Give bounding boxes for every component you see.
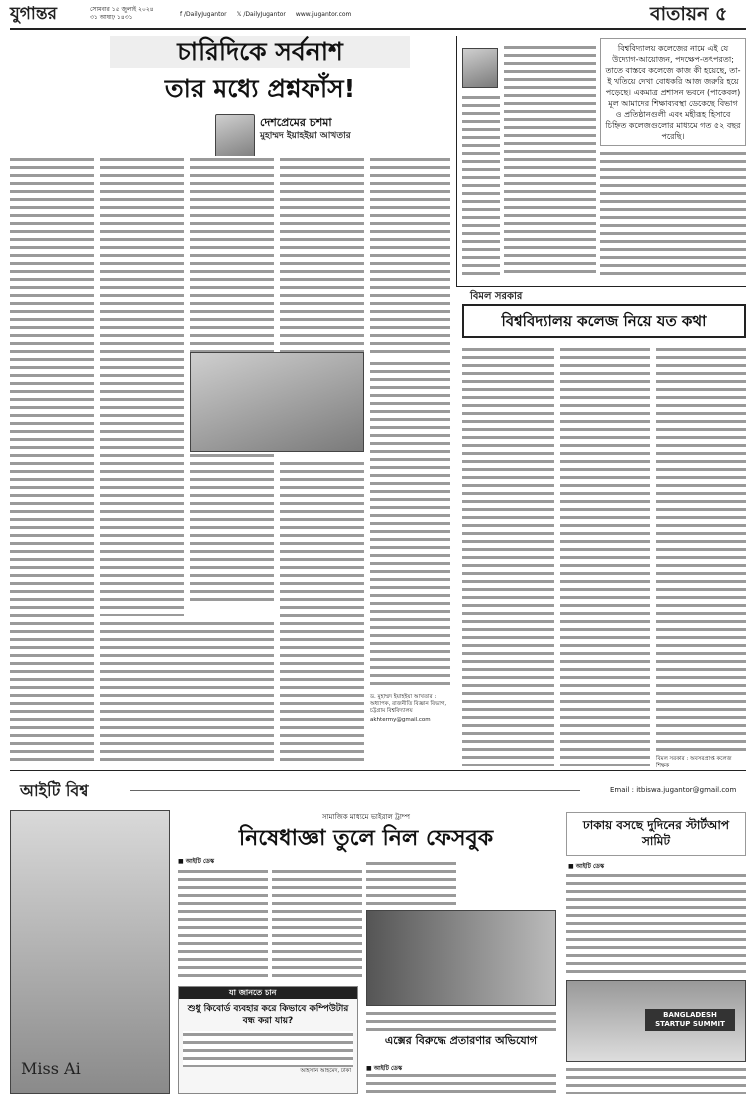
author2-photo <box>462 48 498 88</box>
trump-facebook-photo <box>366 910 556 1006</box>
qa-answer <box>183 1031 353 1067</box>
page-number: ৫ <box>715 3 728 25</box>
twitter-link[interactable]: 𝕏 /DailyJugantor <box>236 11 286 18</box>
summit-banner-text: BANGLADESH STARTUP SUMMIT <box>645 1009 735 1031</box>
article2-top-column-2 <box>600 150 746 276</box>
it-email[interactable]: Email : itbiswa.jugantor@gmail.com <box>610 786 737 794</box>
date-gregorian: সোমবার ১৫ জুলাই ২০২৪ <box>90 6 154 13</box>
date-bangla: ৩১ আষাঢ় ১৪৩১ <box>90 14 133 21</box>
miss-ai-label: Miss Ai <box>21 1059 81 1078</box>
article2-column-2 <box>560 346 650 766</box>
x-article-headline: এক্সের বিরুদ্ধে প্রতারণার অভিযোগ <box>384 1034 538 1047</box>
miss-ai-photo <box>10 810 170 1094</box>
article2-signoff: বিমল সরকার : অবসরপ্রাপ্ত কলেজ শিক্ষক <box>656 756 732 769</box>
article1-column-bottom <box>100 620 274 766</box>
qa-box <box>178 986 358 1094</box>
summit-text <box>566 872 746 976</box>
article1-headline-line2: তার মধ্যে প্রশ্নফাঁস! <box>164 74 356 103</box>
facebook-link[interactable]: f /DailyJugantor <box>180 11 227 18</box>
x-article-byline: ■ আইটি ডেস্ক <box>366 1065 403 1072</box>
section-rule <box>10 770 746 771</box>
qa-question: শুধু কিবোর্ড ব্যবহার করে কিভাবে কম্পিউটার বন্ধ করা যায়? <box>187 1004 349 1026</box>
article1-headline-line1: চারিদিকে সর্বনাশ <box>110 36 410 68</box>
article2-top-column-1 <box>504 44 596 276</box>
article1-column-4b <box>280 460 364 766</box>
article2-top-column-0 <box>462 94 500 276</box>
social-links <box>180 10 351 19</box>
summit-text-2 <box>566 1066 746 1094</box>
article1-column-2 <box>100 156 184 616</box>
article1-column-5 <box>370 156 450 356</box>
author-email[interactable]: akhtermy@gmail.com <box>370 717 431 723</box>
article2-rule <box>456 286 746 287</box>
logo[interactable]: যুগান্তর <box>10 4 57 24</box>
article2-column-3 <box>656 346 746 752</box>
qa-answer-by: আহসান আহমেদ, ঢাকা <box>300 1068 351 1074</box>
summit-headline: ঢাকায় বসছে দুদিনের স্টার্টআপ সামিট <box>566 812 746 856</box>
pullquote: বিশ্ববিদ্যালয় কলেজের নামে এই যে উদ্যোগ-আয়োজন, পদক্ষেপ-তৎপরতা; তাতে বাস্তবে কলেজে কাজ কী হয়েছে, তা-ই খতিয়ে দেখা বোধকরি আজ জরুরি হয়ে পড়েছে। একমাত্র প্রশাসন ভবনে (পাকেবল) মূল আমাদের শিক্ষাব্যবস্থা ডেকেছে বিভাগ ও প্রতিষ্ঠানগুলী এবং মহীরূহ হিসাবে চিহ্নিত কলেজগুলোর মাধ্যমে গত ৫২ বছর পরেছি। <box>600 38 746 146</box>
article2-headline: বিশ্ববিদ্যালয় কলেজ নিয়ে যত কথা <box>462 304 746 338</box>
article2-column-1 <box>462 346 554 766</box>
article2-author: বিমল সরকার <box>470 291 523 302</box>
article1-photo <box>190 352 364 452</box>
it-column-3 <box>366 860 456 906</box>
author-photo <box>215 114 255 162</box>
article1-column-1 <box>10 156 94 766</box>
banner-line <box>130 790 580 791</box>
it-column-4 <box>366 1010 556 1032</box>
summit-byline: ■ আইটি ডেস্ক <box>568 863 605 870</box>
it-banner-title: আইটি বিশ্ব <box>20 781 89 800</box>
article1-column-4 <box>280 156 364 356</box>
it-kicker: সামাজিক মাধ্যমে ভাইরাল ট্রাম্প <box>321 813 411 821</box>
article1-signoff: ড. মুহাম্মদ ইয়াহইয়া আখতার : অধ্যাপক, রাজনীতি বিজ্ঞান বিভাগ, চট্টগ্রাম বিশ্ববিদ্যালয় akhtermy@gmail.com <box>370 694 450 724</box>
article1-headline-block <box>110 36 410 140</box>
header-rule <box>10 28 746 30</box>
it-headline: নিষেধাজ্ঞা তুলে নিল ফেসবুক <box>238 826 494 851</box>
x-article-text <box>366 1072 556 1094</box>
it-column-1 <box>178 868 268 982</box>
date-line <box>90 6 154 22</box>
page-header <box>10 4 746 28</box>
it-byline: ■ আইটি ডেস্ক <box>178 858 215 865</box>
section-title: বাতায়ন ৫ <box>650 3 728 25</box>
it-banner <box>10 780 746 804</box>
it-column-2 <box>272 868 362 982</box>
summit-photo <box>566 980 746 1062</box>
vertical-rule <box>456 36 457 286</box>
column-name: দেশপ্রেমের চশমা <box>260 116 332 129</box>
web-link[interactable]: www.jugantor.com <box>295 11 352 18</box>
qa-box-title: যা জানতে চান <box>179 987 357 999</box>
article1-column-5b <box>370 360 450 690</box>
author-name: মুহাম্মদ ইয়াহইয়া আখতার <box>260 131 351 141</box>
